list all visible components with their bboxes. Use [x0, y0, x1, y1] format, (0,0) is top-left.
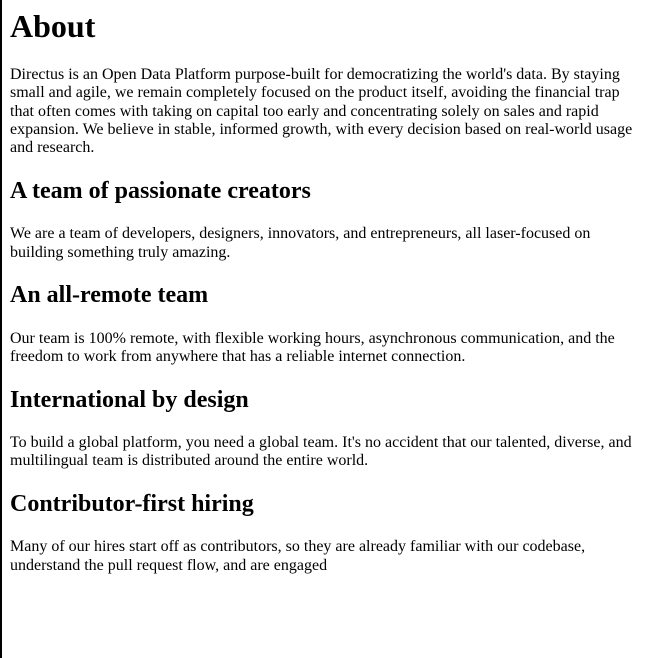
intro-paragraph: Directus is an Open Data Platform purpose-built for democratizing the world's data. By staying small and agile, we remain completely focused on the product itself, avoiding the financial trap that often comes with taking on capital too early and concentrating solely on sales and rapid expansion. We believe in stable, informed growth, with every decision based on real-world usage and research.: [10, 65, 633, 157]
section-heading-contributor-first-hiring: Contributor-first hiring: [10, 490, 254, 517]
section-heading-all-remote-team: An all-remote team: [10, 282, 209, 309]
section-international-by-design: [10, 387, 642, 471]
section-heading-passionate-creators: A team of passionate creators: [10, 177, 311, 204]
section-paragraph-contributor-first-hiring: Many of our hires start off as contributors, so they are already familiar with our codebase, understand the pull request flow, and are engaged: [10, 538, 586, 574]
section-paragraph-passionate-creators: We are a team of developers, designers, innovators, and entrepreneurs, all laser-focused on building something truly amazing.: [10, 225, 591, 261]
section-heading-international-by-design: International by design: [10, 386, 249, 413]
section-passionate-creators: [10, 178, 642, 262]
section-contributor-first-hiring: [10, 491, 642, 575]
section-paragraph-international-by-design: To build a global platform, you need a global team. It's no accident that our talented, diverse, and multilingual team is distributed around the entire world.: [10, 434, 632, 470]
section-paragraph-all-remote-team: Our team is 100% remote, with flexible working hours, asynchronous communication, and the freedom to work from anywhere that has a reliable internet connection.: [10, 329, 615, 366]
section-all-remote-team: [10, 282, 642, 366]
page-title: About: [10, 8, 96, 44]
